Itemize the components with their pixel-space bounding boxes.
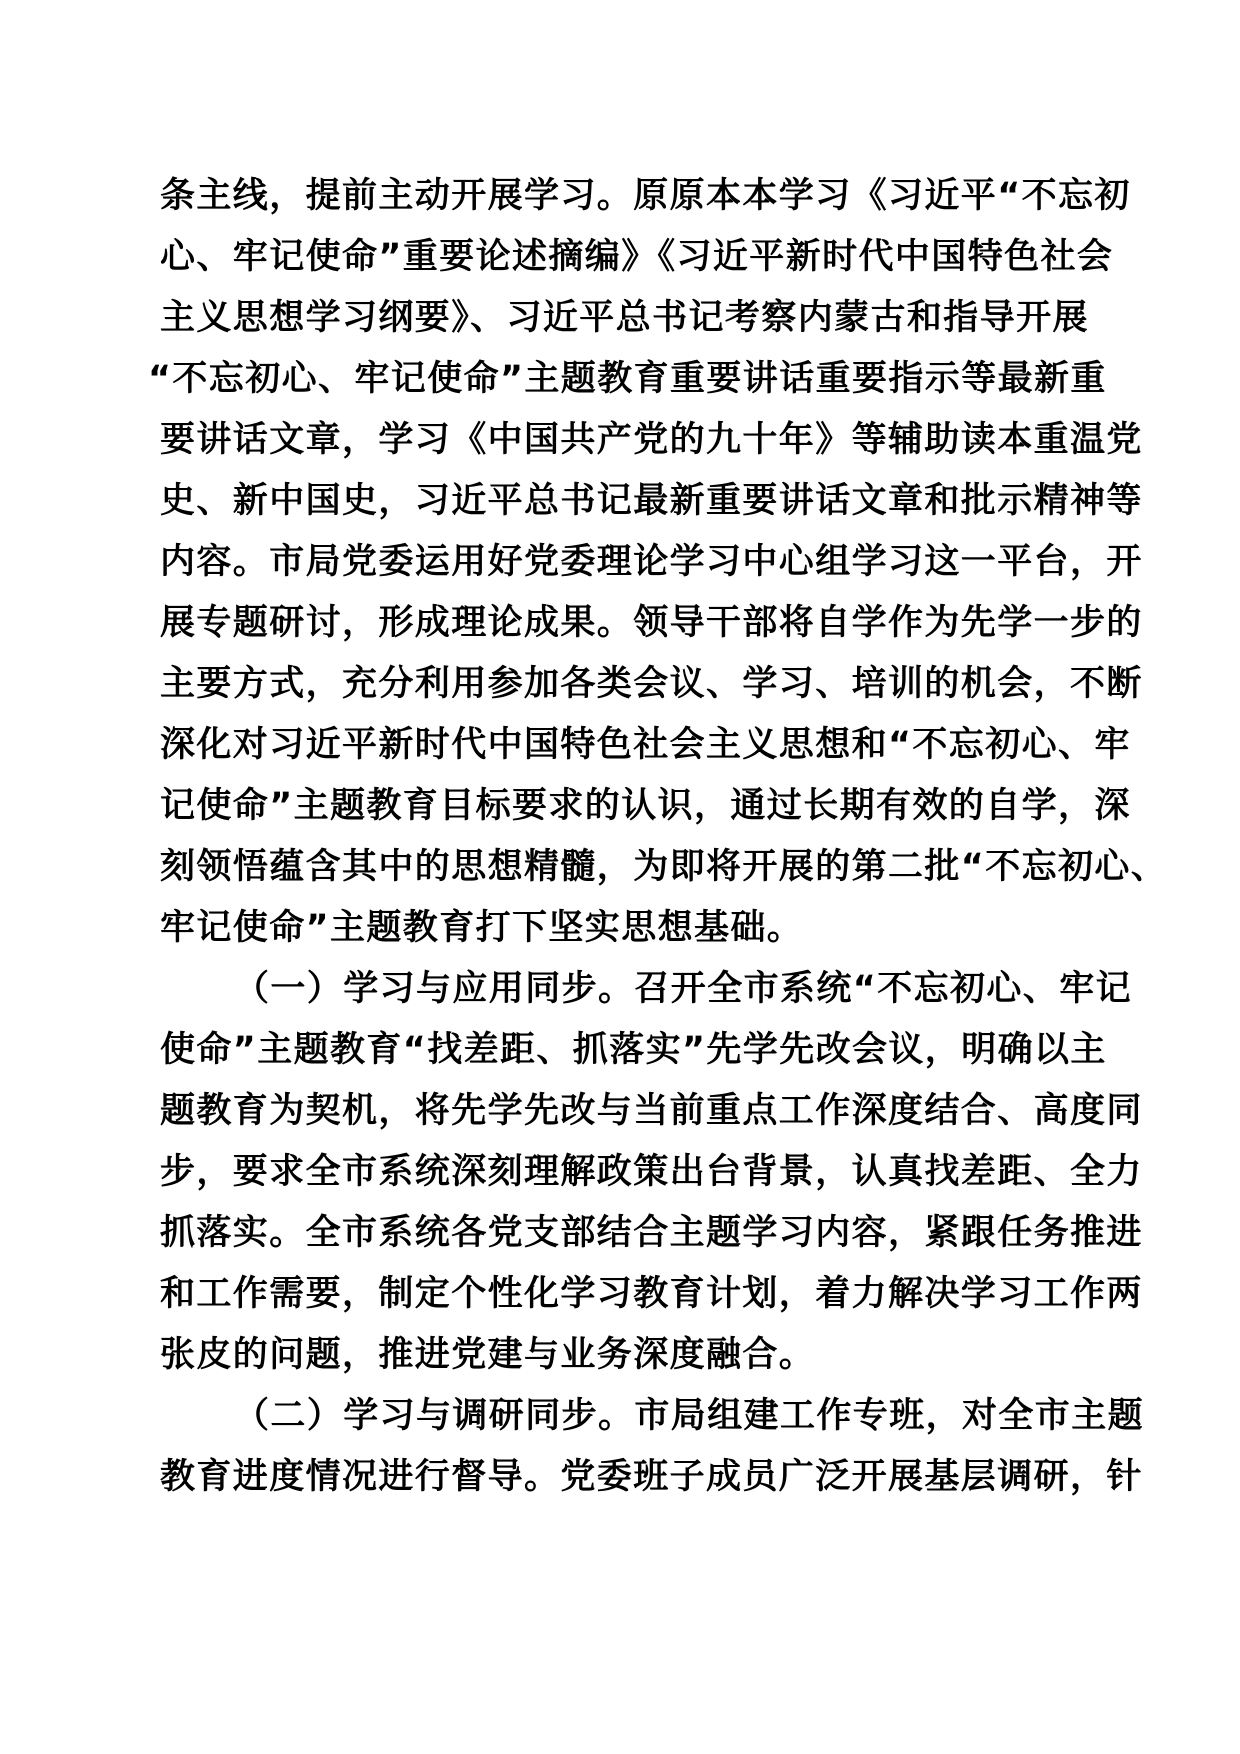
text-line: 使命”主题教育“找差距、抓落实”先学先改会议，明确以主: [160, 1030, 1107, 1070]
text-line: 题教育为契机，将先学先改与当前重点工作深度结合、高度同: [160, 1091, 1143, 1131]
text-line: 刻领悟蕴含其中的思想精髓，为即将开展的第二批“不忘初心、: [160, 847, 1168, 887]
text-line: “不忘初心、牢记使命”主题教育重要讲话重要指示等最新重: [148, 359, 1107, 399]
text-line: 牢记使命”主题教育打下坚实思想基础。: [160, 908, 804, 948]
text-line: 和工作需要，制定个性化学习教育计划，着力解决学习工作两: [160, 1274, 1143, 1314]
text-line: 主义思想学习纲要》、习近平总书记考察内蒙古和指导开展: [160, 298, 1089, 338]
section-heading-line: （二）学习与调研同步。市局组建工作专班，对全市主题: [234, 1396, 1145, 1436]
text-line: 张皮的问题，推进党建与业务深度融合。: [160, 1335, 816, 1375]
section-heading-line: （一）学习与应用同步。召开全市系统“不忘初心、牢记: [234, 969, 1133, 1009]
text-line: 抓落实。全市系统各党支部结合主题学习内容，紧跟任务推进: [160, 1213, 1143, 1253]
text-line: 要讲话文章，学习《中国共产党的九十年》等辅助读本重温党: [160, 420, 1143, 460]
text-line: 记使命”主题教育目标要求的认识，通过长期有效的自学，深: [160, 786, 1131, 826]
text-line: 内容。市局党委运用好党委理论学习中心组学习这一平台，开: [160, 542, 1143, 582]
text-line: 教育进度情况进行督导。党委班子成员广泛开展基层调研，针: [160, 1457, 1143, 1497]
text-line: 史、新中国史，习近平总书记最新重要讲话文章和批示精神等: [160, 481, 1143, 521]
text-line: 心、牢记使命”重要论述摘编》《习近平新时代中国特色社会: [160, 237, 1114, 277]
document-body: [148, 166, 1168, 1508]
text-line: 深化对习近平新时代中国特色社会主义思想和“不忘初心、牢: [160, 725, 1131, 765]
text-line: 步，要求全市系统深刻理解政策出台背景，认真找差距、全力: [160, 1152, 1143, 1192]
text-line: 条主线，提前主动开展学习。原原本本学习《习近平“不忘初: [160, 176, 1131, 216]
text-line: 展专题研讨，形成理论成果。领导干部将自学作为先学一步的: [160, 603, 1143, 643]
text-line: 主要方式，充分利用参加各类会议、学习、培训的机会，不断: [160, 664, 1143, 704]
